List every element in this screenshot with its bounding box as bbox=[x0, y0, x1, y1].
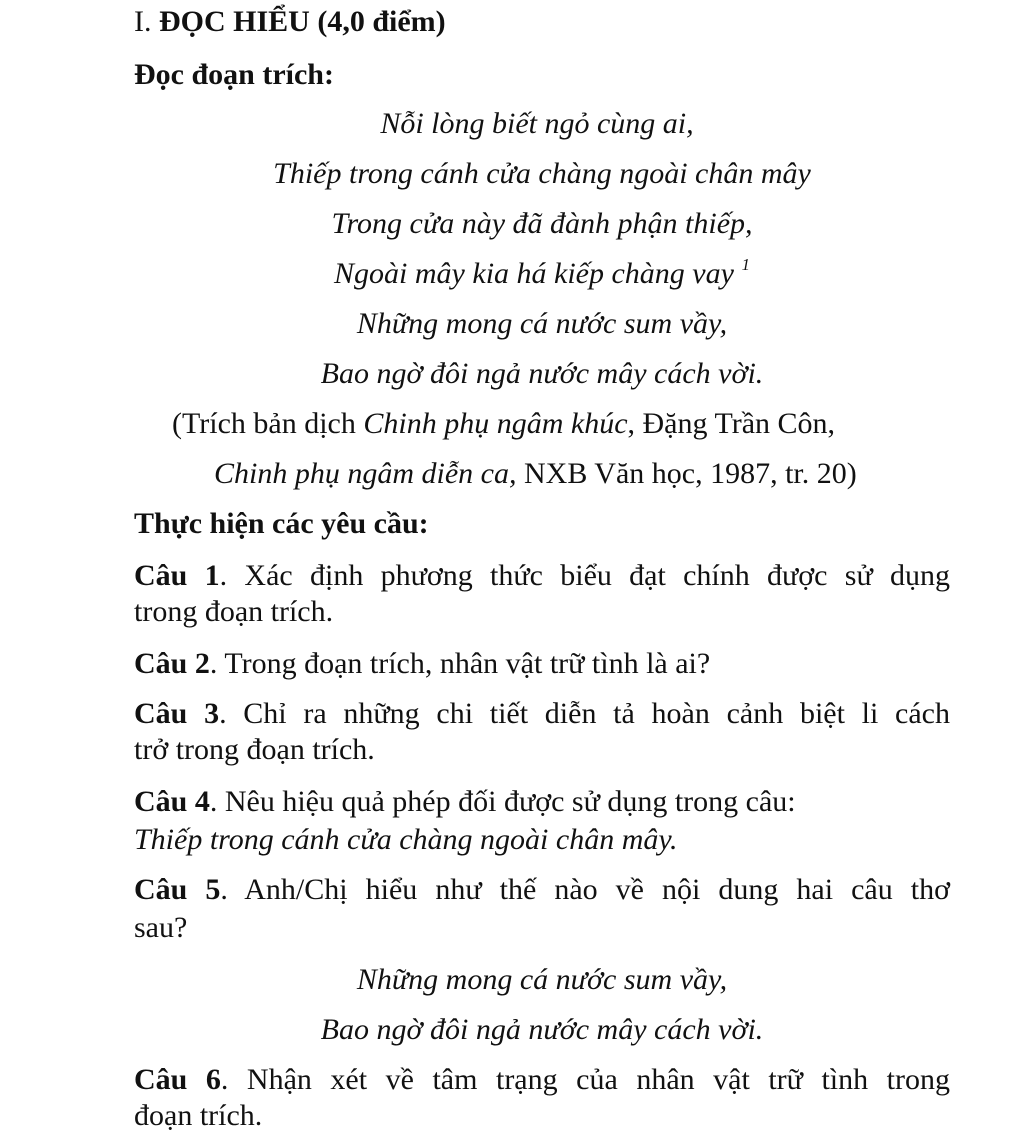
question-2-label: Câu 2 bbox=[134, 647, 210, 680]
poem-line-5: Những mong cá nước sum vầy, bbox=[356, 307, 728, 340]
question-5 bbox=[134, 872, 950, 908]
citation-publisher: NXB Văn học, 1987, tr. 20) bbox=[516, 457, 857, 490]
poem-line-6: Bao ngờ đôi ngả nước mây cách vời. bbox=[320, 357, 764, 390]
question-4-label: Câu 4 bbox=[134, 785, 210, 818]
poem-line-4-text: Ngoài mây kia há kiếp chàng vay bbox=[334, 257, 734, 290]
question-4 bbox=[134, 784, 796, 820]
question-2-text: . Trong đoạn trích, nhân vật trữ tình là ai? bbox=[209, 647, 711, 680]
question-3 bbox=[134, 696, 950, 732]
poem-line-1: Nỗi lòng biết ngỏ cùng ai, bbox=[380, 107, 694, 140]
poem-line-4 bbox=[0, 256, 1024, 292]
read-label: Đọc đoạn trích: bbox=[134, 58, 334, 91]
tasks-heading: Thực hiện các yêu cầu: bbox=[134, 507, 429, 540]
citation-line-1 bbox=[172, 406, 835, 442]
citation-line-2 bbox=[214, 456, 857, 492]
question-6-text: . Nhận xét về tâm trạng của nhân vật trữ tình trong bbox=[220, 1063, 950, 1096]
citation-author: , Đặng Trần Côn, bbox=[627, 407, 836, 440]
citation-book-title: Chinh phụ ngâm diễn ca, bbox=[214, 457, 517, 490]
question-4-text: . Nêu hiệu quả phép đối được sử dụng trong câu: bbox=[209, 785, 796, 818]
question-5-text: . Anh/Chị hiểu như thế nào về nội dung hai câu thơ bbox=[220, 873, 950, 906]
question-3-continuation: trở trong đoạn trích. bbox=[134, 733, 375, 766]
question-3-label: Câu 3 bbox=[134, 697, 220, 730]
question-6-label: Câu 6 bbox=[134, 1063, 221, 1096]
section-title: ĐỌC HIỂU (4,0 điểm) bbox=[159, 5, 446, 38]
question-1-text: . Xác định phương thức biểu đạt chính được sử dụng bbox=[219, 559, 950, 592]
footnote-mark: 1 bbox=[741, 255, 750, 274]
question-4-quote: Thiếp trong cánh cửa chàng ngoài chân mây. bbox=[134, 823, 678, 856]
question-5-continuation: sau? bbox=[134, 911, 188, 944]
poem-line-2: Thiếp trong cánh cửa chàng ngoài chân mây bbox=[273, 157, 811, 190]
citation-work-title: Chinh phụ ngâm khúc bbox=[363, 407, 628, 440]
question-5-label: Câu 5 bbox=[134, 873, 221, 906]
question-3-text: . Chỉ ra những chi tiết diễn tả hoàn cảnh biệt li cách bbox=[219, 697, 950, 730]
question-6-continuation: đoạn trích. bbox=[134, 1099, 263, 1132]
section-number: I. bbox=[134, 5, 159, 38]
question-1-continuation: trong đoạn trích. bbox=[134, 595, 334, 628]
question-6 bbox=[134, 1062, 950, 1098]
question-5-quote-line-2: Bao ngờ đôi ngả nước mây cách vời. bbox=[320, 1013, 764, 1046]
question-2 bbox=[134, 646, 710, 682]
section-heading bbox=[134, 4, 446, 40]
poem-line-3: Trong cửa này đã đành phận thiếp, bbox=[331, 207, 753, 240]
question-1 bbox=[134, 558, 950, 594]
citation-prefix: (Trích bản dịch bbox=[172, 407, 364, 440]
question-1-label: Câu 1 bbox=[134, 559, 220, 592]
question-5-quote-line-1: Những mong cá nước sum vầy, bbox=[356, 963, 728, 996]
